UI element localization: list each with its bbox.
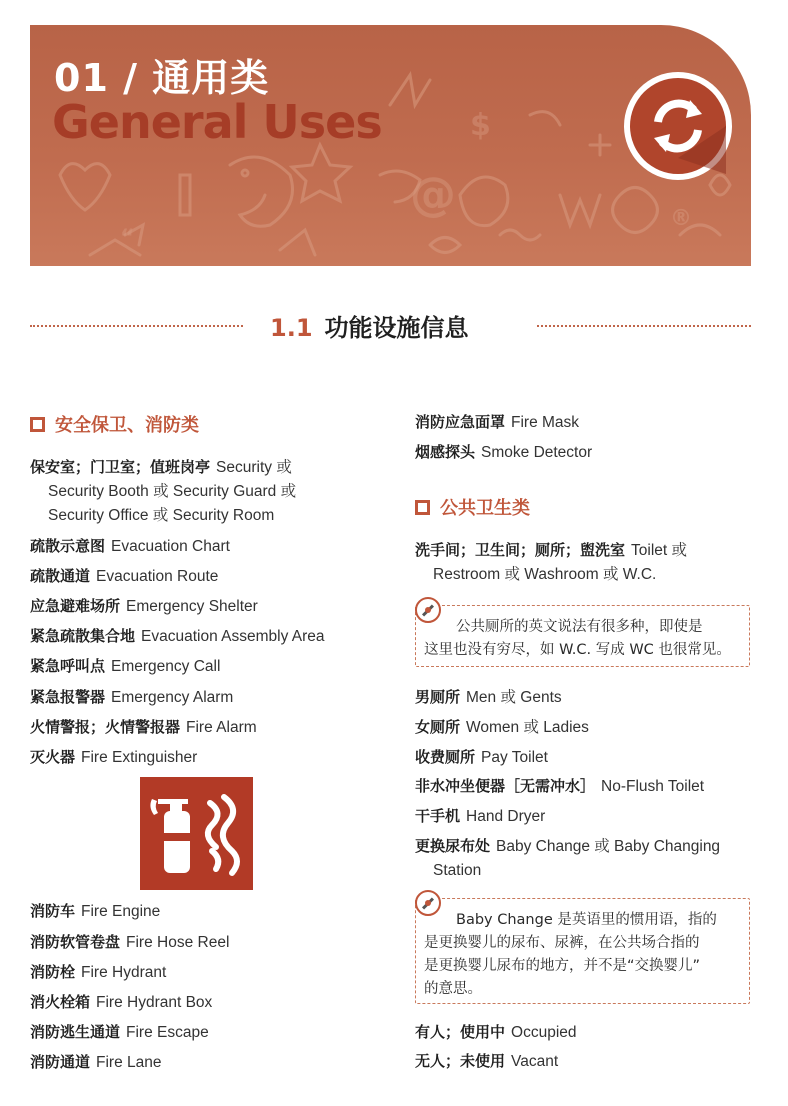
list-item: 女厕所 Women 或 Ladies [415, 718, 589, 736]
list-item: 紧急疏散集合地 Evacuation Assembly Area [30, 627, 325, 645]
list-item: 火情警报；火情警报器 Fire Alarm [30, 718, 257, 736]
list-item: 收费厕所 Pay Toilet [415, 748, 548, 766]
list-item: 消防车 Fire Engine [30, 902, 161, 920]
list-item: 消防栓 Fire Hydrant [30, 963, 167, 981]
list-item: 消防通道 Fire Lane [30, 1053, 162, 1071]
svg-text:@: @ [410, 167, 456, 221]
list-item: 消防软管卷盘 Fire Hose Reel [30, 933, 230, 951]
list-item: 非水冲坐便器［无需冲水］ No-Flush Toilet [415, 777, 705, 795]
chapter-banner [30, 25, 751, 266]
compass-icon [415, 597, 441, 623]
section-divider-left [30, 325, 243, 327]
category-heading-security: 安全保卫、消防类 [30, 411, 199, 437]
list-item: 紧急报警器 Emergency Alarm [30, 688, 234, 706]
list-item: 消火栓箱 Fire Hydrant Box [30, 993, 213, 1011]
list-item: 消防应急面罩 Fire Mask [415, 413, 580, 431]
category-heading-hygiene: 公共卫生类 [415, 494, 530, 520]
compass-icon [415, 890, 441, 916]
list-item: 消防逃生通道 Fire Escape [30, 1023, 209, 1041]
usage-note: 公共厕所的英文说法有很多种，即使是 这里也没有穷尽，如 W.C. 写成 WC 也很常见。 [415, 605, 750, 667]
list-item: 洗手间；卫生间；厕所；盥洗室 Toilet 或 Restroom 或 Washroom 或 W.C. [415, 541, 688, 583]
chapter-title-en: General Uses [52, 95, 382, 149]
square-bullet-icon [415, 500, 430, 515]
list-item: 无人；未使用 Vacant [415, 1052, 559, 1070]
refresh-icon [624, 72, 732, 180]
list-item: 疏散通道 Evacuation Route [30, 567, 219, 585]
list-item: 更换尿布处 Baby Change 或 Baby Changing Station [415, 837, 721, 879]
list-item: 保安室；门卫室；值班岗亭 Security 或 Security Booth 或 Security Guard 或 Security Office 或 Security Room [30, 458, 297, 524]
fire-extinguisher-sign-icon [140, 777, 253, 890]
svg-text:$: $ [470, 108, 491, 143]
list-item: 紧急呼叫点 Emergency Call [30, 657, 221, 675]
square-bullet-icon [30, 417, 45, 432]
svg-text:“: “ [120, 226, 135, 251]
section-title: 功能设施信息 [324, 314, 469, 342]
list-item: 男厕所 Men 或 Gents [415, 688, 562, 706]
usage-note: Baby Change 是英语里的惯用语，指的 是更换婴儿的尿布、尿裤，在公共场合指的 是更换婴儿尿布的地方，并不是“交换婴儿” 的意思。 [415, 898, 750, 1004]
list-item: 应急避难场所 Emergency Shelter [30, 597, 258, 615]
list-item: 有人；使用中 Occupied [415, 1023, 577, 1041]
svg-text:®: ® [670, 206, 692, 231]
section-heading [270, 308, 469, 344]
section-divider-right [537, 325, 751, 327]
list-item: 干手机 Hand Dryer [415, 807, 546, 825]
section-number: 1.1 [270, 314, 313, 342]
list-item: 疏散示意图 Evacuation Chart [30, 537, 230, 555]
list-item: 烟感探头 Smoke Detector [415, 443, 593, 461]
chapter-title-cn: 01 / 通用类 [54, 56, 270, 100]
list-item: 灭火器 Fire Extinguisher [30, 748, 198, 766]
